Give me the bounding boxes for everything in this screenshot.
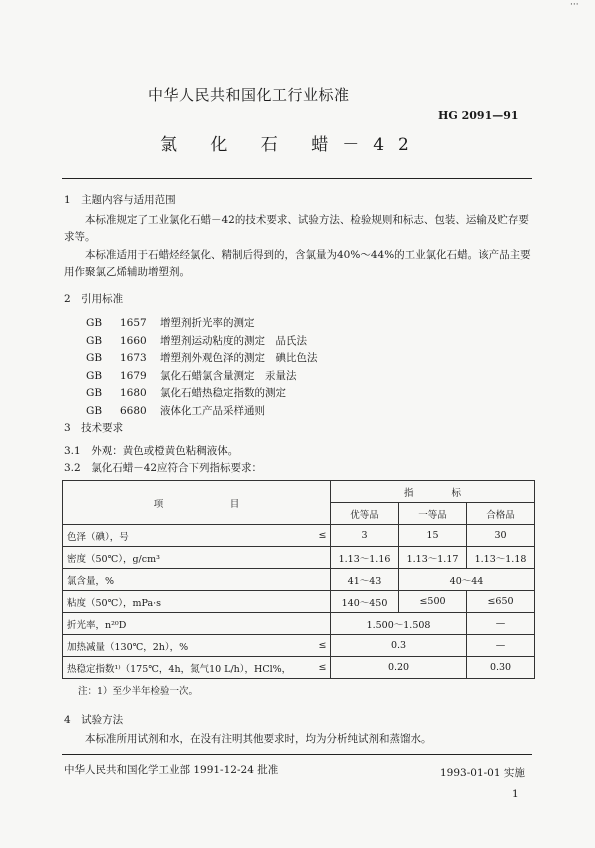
- cell-value: ≤500: [399, 591, 467, 613]
- ref-name: 增塑剂外观色泽的测定 碘比色法: [160, 352, 318, 364]
- spec-table: [62, 480, 535, 679]
- cell-value: 0.30: [467, 657, 535, 679]
- section-4-para-1: 本标准所用试剂和水，在没有注明其他要求时，均为分析纯试剂和蒸馏水。: [85, 733, 432, 745]
- cell-value: ≤650: [467, 591, 535, 613]
- table-row: [63, 525, 535, 547]
- section-2-title: 2 引用标准: [64, 293, 124, 305]
- page-number: 1: [512, 788, 519, 800]
- ref-name: 增塑剂折光率的测定: [160, 317, 255, 329]
- ref-prefix: GB: [86, 387, 103, 399]
- row-item: 色泽（碘），号: [63, 525, 315, 547]
- header-index: 指 标: [331, 481, 535, 503]
- ref-number: 1679: [120, 369, 147, 382]
- standard-org-header: 中华人民共和国化工行业标准: [148, 86, 350, 104]
- row-item: 粘度（50℃），mPa·s: [63, 591, 315, 613]
- cell-value: —: [467, 613, 535, 635]
- cell-value: 15: [399, 525, 467, 547]
- table-row: [63, 657, 535, 679]
- cell-value: 41～43: [331, 569, 399, 591]
- grade-first: 一等品: [399, 503, 467, 525]
- cell-value: 1.13～1.18: [467, 547, 535, 569]
- section-1-title: 1 主题内容与适用范围: [64, 194, 176, 206]
- section-1-para-2: 本标准适用于石蜡烃经氯化、精制后得到的，含氯量为40%～44%的工业氯化石蜡。该产品主要用作聚氯乙烯辅助增塑剂。: [64, 249, 531, 278]
- ref-name: 增塑剂运动粘度的测定 品氏法: [160, 334, 307, 347]
- cell-value: 1.13～1.17: [399, 547, 467, 569]
- ref-number: 6680: [120, 404, 147, 417]
- ref-number: 1660: [120, 334, 147, 347]
- ref-prefix: GB: [86, 317, 103, 329]
- cell-value: 40～44: [399, 569, 535, 591]
- section-3-1: 3.1 外观：黄色或橙黄色粘稠液体。: [64, 445, 239, 457]
- row-operator: ≤: [315, 525, 331, 547]
- footer-effective-date: 1993-01-01 实施: [440, 767, 525, 779]
- table-row: [63, 547, 535, 569]
- reference-item: [86, 333, 318, 351]
- grade-qualified: 合格品: [467, 503, 535, 525]
- section-1-para-1: 本标准规定了工业氯化石蜡－42的技术要求、试验方法、检验规则和标志、包装、运输及贮存要求等。: [64, 214, 529, 243]
- section-3-2: 3.2 氯化石蜡－42应符合下列指标要求：: [64, 462, 263, 474]
- ref-name: 液体化工产品采样通则: [160, 404, 265, 417]
- section-4-title: 4 试验方法: [64, 714, 124, 726]
- row-item: 密度（50℃），g/cm³: [63, 547, 315, 569]
- section-3-title: 3 技术要求: [64, 422, 124, 434]
- cell-value: —: [467, 635, 535, 657]
- table-row: [63, 591, 535, 613]
- cell-value: 0.3: [331, 635, 467, 657]
- ref-prefix: GB: [86, 334, 103, 347]
- reference-item: [86, 368, 318, 386]
- row-operator: ≤: [315, 657, 331, 679]
- cell-value: 30: [467, 525, 535, 547]
- table-note: 注：1）至少半年检验一次。: [78, 686, 199, 697]
- cell-value: 140～450: [331, 591, 399, 613]
- table-row: [63, 569, 535, 591]
- row-item: 折光率，n²⁰D: [63, 613, 315, 635]
- reference-item: [86, 350, 318, 368]
- row-operator: ≤: [315, 635, 331, 657]
- footer-divider: [62, 754, 532, 755]
- standard-code: HG 2091—91: [438, 109, 519, 122]
- row-item: 加热减量（130℃，2h），%: [63, 635, 315, 657]
- scan-mark: ···: [570, 0, 579, 10]
- ref-name: 氯化石蜡热稳定指数的测定: [160, 387, 286, 399]
- cell-value: 3: [331, 525, 399, 547]
- grade-superior: 优等品: [331, 503, 399, 525]
- ref-prefix: GB: [86, 404, 103, 417]
- table-row: [63, 613, 535, 635]
- ref-number: 1673: [120, 352, 147, 364]
- reference-item: [86, 385, 318, 403]
- ref-prefix: GB: [86, 369, 103, 382]
- document-title: 氯 化 石 蜡－42: [160, 135, 423, 155]
- row-operator: [315, 591, 331, 613]
- ref-prefix: GB: [86, 352, 103, 364]
- ref-number: 1680: [120, 387, 147, 399]
- footer-issuer: 中华人民共和国化学工业部 1991-12-24 批准: [64, 764, 279, 776]
- cell-value: 1.13～1.16: [331, 547, 399, 569]
- table-row: [63, 635, 535, 657]
- reference-item: [86, 403, 318, 421]
- ref-name: 氯化石蜡氯含量测定 汞量法: [160, 369, 297, 382]
- reference-item: [86, 315, 318, 333]
- header-item: 项 目: [63, 481, 331, 525]
- ref-number: 1657: [120, 317, 147, 329]
- row-item: 氯含量，%: [63, 569, 315, 591]
- header-divider: [62, 178, 532, 179]
- cell-value: 1.500～1.508: [331, 613, 467, 635]
- reference-list: [86, 315, 318, 420]
- row-operator: [315, 613, 331, 635]
- row-operator: [315, 569, 331, 591]
- table-header-row: [63, 481, 535, 503]
- cell-value: 0.20: [331, 657, 467, 679]
- row-operator: [315, 547, 331, 569]
- row-item: 热稳定指数¹⁾（175℃，4h，氮气10 L/h），HCl%，: [63, 657, 315, 679]
